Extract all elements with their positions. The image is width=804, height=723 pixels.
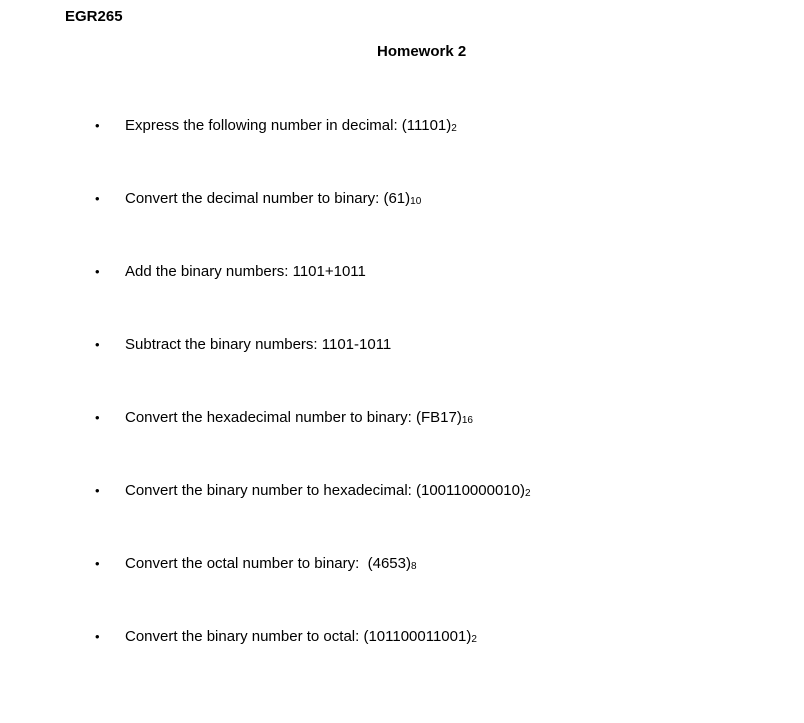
list-item-text: Convert the binary number to hexadecimal: (100110000010) xyxy=(125,482,525,499)
list-item xyxy=(95,189,421,209)
list-item-subscript: 2 xyxy=(451,123,457,134)
list-item-text: Subtract the binary numbers: 1101-1011 xyxy=(125,336,392,353)
list-item xyxy=(95,116,457,136)
bullet-icon: • xyxy=(95,410,100,425)
bullet-icon: • xyxy=(95,191,100,206)
list-item-subscript: 2 xyxy=(524,488,531,499)
course-code: EGR265 xyxy=(65,8,123,25)
list-item xyxy=(95,262,366,282)
list-item xyxy=(95,481,531,501)
bullet-icon: • xyxy=(95,556,100,571)
list-item-text: Express the following number in decimal: (11101) xyxy=(125,117,452,134)
list-item xyxy=(95,408,473,428)
list-item-subscript: 16 xyxy=(461,415,473,426)
bullet-icon: • xyxy=(95,337,100,352)
bullet-icon: • xyxy=(95,483,100,498)
bullet-icon: • xyxy=(95,629,100,644)
list-item xyxy=(95,335,391,355)
list-item-subscript: 2 xyxy=(471,634,477,645)
list-item xyxy=(95,554,417,574)
list-item-text: Convert the decimal number to binary: (61) xyxy=(125,190,411,207)
page-title: Homework 2 xyxy=(377,43,467,60)
list-item xyxy=(95,627,477,647)
list-item-text: Convert the hexadecimal number to binary: (FB17) xyxy=(125,409,462,426)
list-item-subscript: 8 xyxy=(410,561,417,572)
list-item-subscript: 10 xyxy=(410,196,422,207)
bullet-icon: • xyxy=(95,264,100,279)
list-item-text: Convert the binary number to octal: (101100011001) xyxy=(125,628,472,645)
bullet-icon: • xyxy=(95,118,100,133)
list-item-text: Convert the octal number to binary: (4653) xyxy=(125,555,411,572)
list-item-text: Add the binary numbers: 1101+1011 xyxy=(125,263,366,280)
